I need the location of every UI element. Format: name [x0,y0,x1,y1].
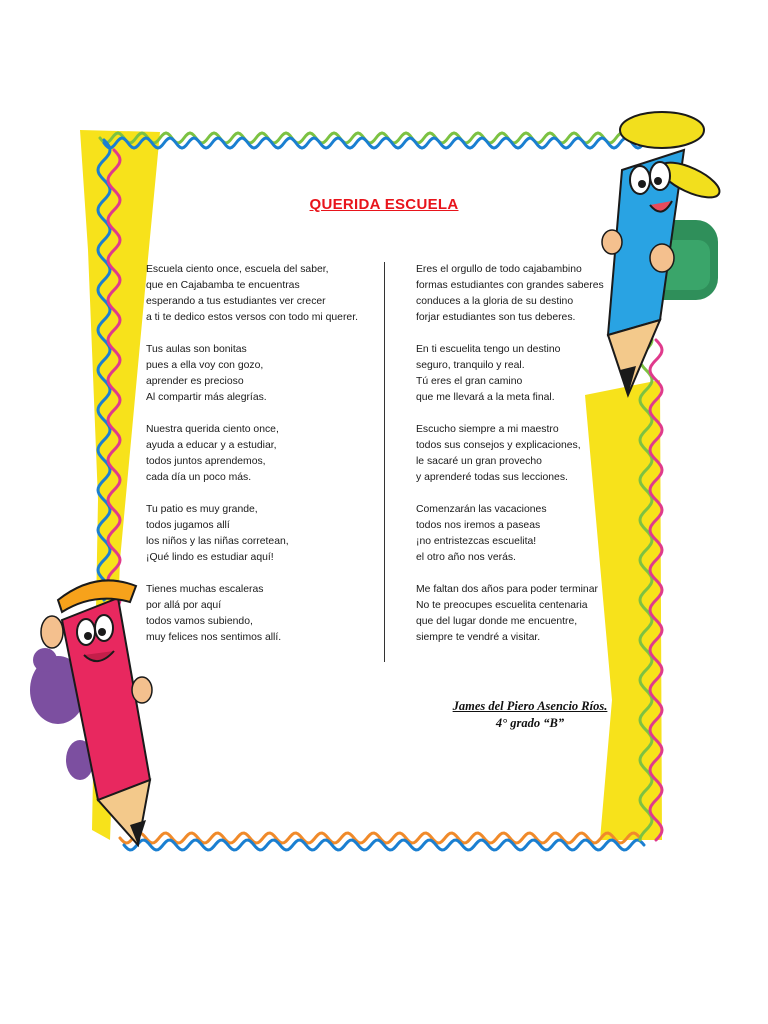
poem-line: aprender es precioso [146,376,244,387]
poem-line: En ti escuelita tengo un destino [416,344,561,355]
stanza [146,582,374,646]
poem-line: muy felices nos sentimos allí. [146,632,282,643]
stanza [416,262,616,326]
poem-line: seguro, tranquilo y real. [416,360,525,371]
stanza [146,422,374,486]
poem-line: Comenzarán las vacaciones [416,504,547,515]
poem-line: todos sus consejos y explicaciones, [416,440,581,451]
poem-line: pues a ella voy con gozo, [146,360,264,371]
stanza [146,342,374,406]
poem-line: que me llevará a la meta final. [416,392,555,403]
poem-line: Eres el orgullo de todo cajabambino [416,264,582,275]
poem-right-column [416,262,616,662]
grade-label: 4° grado “B” [495,716,565,730]
poem-line: Tú eres el gran camino [416,376,523,387]
poem-line: conduces a la gloria de su destino [416,296,574,307]
poem-line: Al compartir más alegrías. [146,392,267,403]
poem-line: cada día un poco más. [146,472,252,483]
stanza [416,502,616,566]
stanza [146,502,374,566]
poem-line: todos nos iremos a paseas [416,520,541,531]
poem-left-column [146,262,374,662]
poem-line: Tienes muchas escaleras [146,584,264,595]
signature-block [420,698,640,732]
poem-line: ¡Qué lindo es estudiar aquí! [146,552,274,563]
poem-line: por allá por aquí [146,600,222,611]
poem-line: Tu patio es muy grande, [146,504,258,515]
poem-title: QUERIDA ESCUELA [309,196,459,213]
poem-line: esperando a tus estudiantes ver crecer [146,296,326,307]
poem-line: que del lugar donde me encuentre, [416,616,578,627]
poem-line: ¡no entristezcas escuelita! [416,536,537,547]
stanza [416,422,616,486]
author-name: James del Piero Asencio Ríos. [452,699,608,713]
poem-line: y aprenderé todas sus lecciones. [416,472,568,483]
poem-line: todos vamos subiendo, [146,616,253,627]
stanza [146,262,374,326]
poem-line: los niños y las niñas corretean, [146,536,289,547]
poem-line: todos jugamos allí [146,520,230,531]
poem-line: Me faltan dos años para poder terminar [416,584,598,595]
pink-pencil-mascot-icon [30,580,152,845]
poem-line: Tus aulas son bonitas [146,344,247,355]
stanza [416,582,616,646]
poem-line: todos juntos aprendemos, [146,456,266,467]
poem-line: a ti te dedico estos versos con todo mi querer. [146,312,358,323]
poem-line: No te preocupes escuelita centenaria [416,600,588,611]
poem-line: Escucho siempre a mi maestro [416,424,559,435]
poem-line: siempre te vendré a visitar. [416,632,541,643]
poem-line: que en Cajabamba te encuentras [146,280,300,291]
poem-line: Nuestra querida ciento once, [146,424,279,435]
column-divider [384,262,385,662]
poem-line: forjar estudiantes son tus deberes. [416,312,576,323]
poem-line: formas estudiantes con grandes saberes [416,280,604,291]
stanza [416,342,616,406]
poem-line: le sacaré un gran provecho [416,456,542,467]
poem-line: Escuela ciento once, escuela del saber, [146,264,329,275]
poem-line: el otro año nos verás. [416,552,516,563]
poem-line: ayuda a educar y a estudiar, [146,440,277,451]
